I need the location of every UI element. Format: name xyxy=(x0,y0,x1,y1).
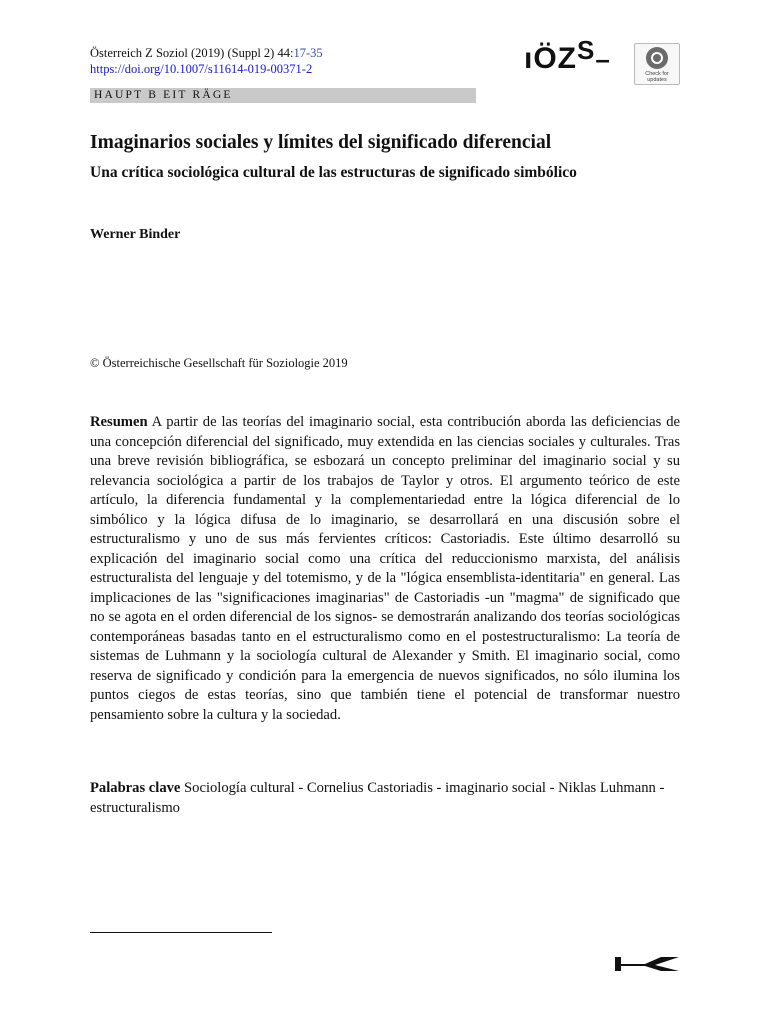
publisher-k-logo xyxy=(615,955,679,973)
check-for-updates-badge[interactable] xyxy=(634,43,680,85)
citation-pages-link[interactable]: 17-35 xyxy=(293,46,323,60)
journal-logo-sup: S xyxy=(577,35,596,65)
section-label: HAUPT B EIT RÄGE xyxy=(90,88,476,103)
footnote-rule xyxy=(90,932,272,933)
check-for-updates-label: Check for updates xyxy=(645,71,669,83)
article-subtitle: Una crítica sociológica cultural de las estructuras de significado simbólico xyxy=(90,164,577,181)
journal-logo xyxy=(524,35,611,75)
keywords xyxy=(90,779,680,818)
journal-logo-main: ıÖZ xyxy=(524,42,577,75)
keywords-text: Sociología cultural - Cornelius Castoriadis - imaginario social - Niklas Luhmann - estructuralismo xyxy=(90,780,665,816)
author-name: Werner Binder xyxy=(90,227,181,242)
abstract-text: A partir de las teorías del imaginario social, esta contribución aborda las deficiencias de una concepción diferencial del significado, muy extendida en las ciencias sociales y culturales. Tras una breve revisión bibliográfica, se esbozará un concepto preliminar del imaginario social y su relevancia sociológica a partir de los trabajos de Taylor y otros. El argumento teórico de este artículo, la diferencia fundamental y la complementariedad entre la lógica diferencial de lo simbólico y la lógica difusa de lo imaginario, se desarrollará en una discusión sobre el estructuralismo y uno de sus más fervientes críticos: Castoriadis. Este último desarrolló su explicación del imaginario social como una crítica del reduccionismo marxista, del análisis estructuralista del lenguaje y del totemismo, y de la "lógica ensemblista-identitaria" en general. Las implicaciones de las "significaciones imaginarias" de Castoriadis -un "magma" de significado que no se agota en el orden diferencial de los signos- se demostrarán analizando dos teorías sociológicas contemporáneas basadas tanto en el estructuralismo como en el postestructuralismo: La teoría de sistemas de Luhmann y la sociología cultural de Alexander y Smith. El imaginario social, como reserva de significado y condición para la emergencia de nuevos significados, no sólo ilumina los puntos ciegos de estas teorías, sino que también tiene el potencial de transformar nuestro pensamiento sobre la cultura y la sociedad. xyxy=(90,414,681,723)
doi-link[interactable]: https://doi.org/10.1007/s11614-019-00371-2 xyxy=(90,62,313,76)
citation-prefix: Österreich Z Soziol (2019) (Suppl 2) 44: xyxy=(90,46,294,60)
article-title: Imaginarios sociales y límites del significado diferencial xyxy=(90,132,552,153)
journal-logo-tail: – xyxy=(595,44,611,74)
journal-citation xyxy=(90,46,323,61)
check-for-updates-icon xyxy=(646,47,668,69)
abstract-label: Resumen xyxy=(90,414,148,430)
abstract xyxy=(90,413,680,725)
copyright-notice: © Österreichische Gesellschaft für Soziologie 2019 xyxy=(90,356,348,370)
keywords-label: Palabras clave xyxy=(90,780,181,796)
